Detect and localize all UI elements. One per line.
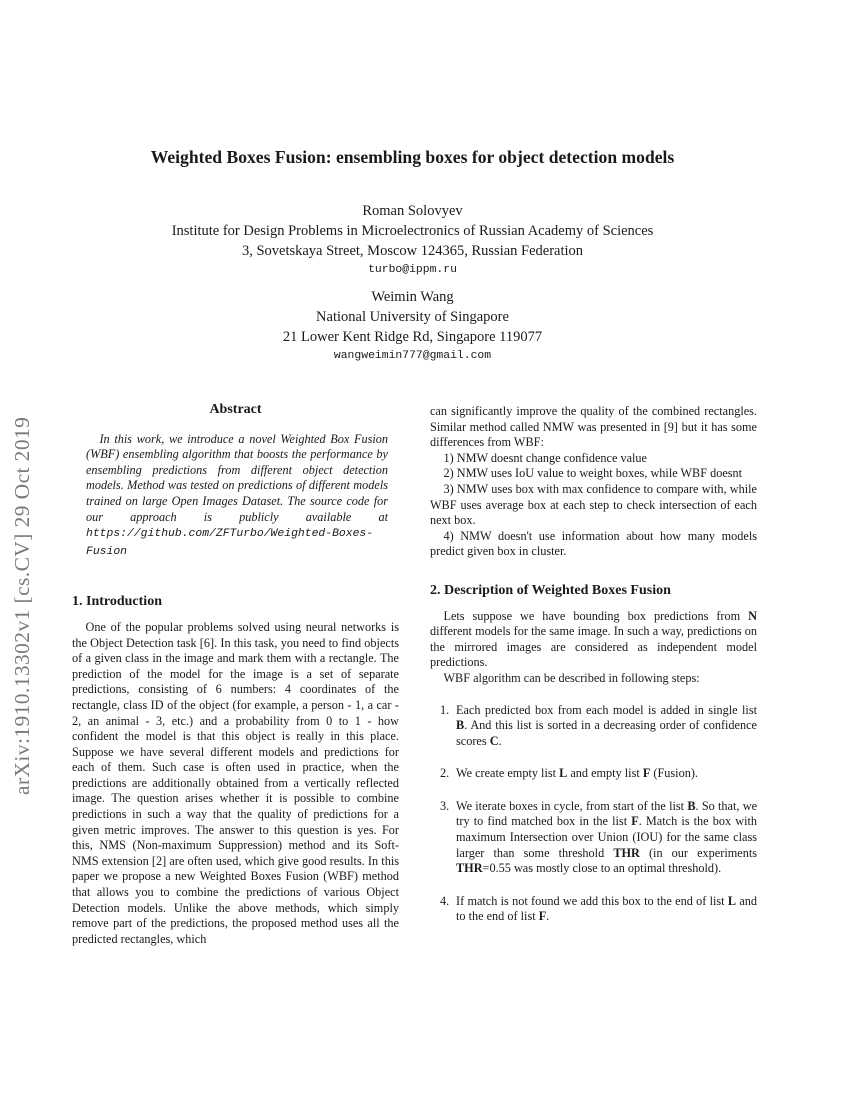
source-code-link[interactable]: https://github.com/ZFTurbo/Weighted-Boxes-Fusion: [86, 528, 374, 558]
wbf-step-3: 3. We iterate boxes in cycle, from start of the list B. So that, we try to find matched box in the list F. Match is the box with maximum Intersection over Union (IOU) for the same class larger than some threshold THR (in our experiments THR=0.55 was mostly close to an optimal threshold).: [440, 798, 758, 876]
section-2-heading: 2. Description of Weighted Boxes Fusion: [430, 582, 671, 598]
wbf-step-4: 4. If match is not found we add this box to the end of list L and to the end of list F.: [440, 893, 758, 924]
right-column: [430, 404, 757, 942]
paper-title: Weighted Boxes Fusion: ensembling boxes for object detection models: [150, 147, 675, 167]
abstract-body: In this work, we introduce a novel Weighted Box Fusion (WBF) ensembling algorithm that boosts the performance by ensembling predictions from different object detection models. Method was tested on predictions of different models trained on large Open Images Dataset. The source code for our approach is publicly available at: [86, 431, 388, 524]
abstract-heading: Abstract: [209, 402, 262, 417]
author-affiliation: National University of Singapore: [316, 309, 509, 325]
author-email[interactable]: wangweimin777@gmail.com: [333, 350, 492, 362]
author-address: 21 Lower Kent Ridge Rd, Singapore 119077: [282, 329, 543, 345]
nmw-point-2: 2) NMW uses IoU value to weight boxes, while WBF doesnt: [443, 466, 743, 481]
section-1-heading: 1. Introduction: [72, 594, 162, 610]
author-email[interactable]: turbo@ippm.ru: [368, 264, 457, 276]
author-2: [60, 287, 765, 365]
intro-continuation: can significantly improve the quality of the combined rectangles. Similar method called NMW was presented in [9] but it has some differences from WBF:: [430, 404, 757, 450]
wbf-step-2: 2. We create empty list L and empty list F (Fusion).: [440, 766, 698, 781]
nmw-point-1: 1) NMW doesnt change confidence value: [443, 450, 647, 465]
abstract-text: [72, 432, 399, 561]
author-affiliation: Institute for Design Problems in Microelectronics of Russian Academy of Sciences: [171, 223, 654, 239]
wbf-step-1: 1. Each predicted box from each model is added in single list B. And this list is sorted in a decreasing order of confidence scores C.: [440, 702, 757, 748]
section-2-steps-intro: WBF algorithm can be described in following steps:: [443, 670, 700, 685]
author-1: [60, 201, 765, 279]
author-address: 3, Sovetskaya Street, Moscow 124365, Russian Federation: [241, 243, 584, 259]
left-column: [72, 398, 399, 947]
arxiv-stamp: arXiv:1910.13302v1 [cs.CV] 29 Oct 2019: [10, 416, 34, 795]
symbol-N: N: [748, 608, 758, 623]
nmw-point-4: 4) NMW doesn't use information about how many models predict given box in cluster.: [430, 528, 757, 559]
section-2-paragraph: Lets suppose we have bounding box predictions from N different models for the same image. In such a way, predictions on the mirrored images are considered as independent model predictions.: [430, 608, 758, 670]
intro-paragraph: One of the popular problems solved using neural networks is the Object Detection task [6]. In this task, you need to find objects of a given class in the image and mark them with a rectangle. The prediction of the model for the image is a set of separate predictions, consisting of 6 numbers: 4 coordinates of the rectangle, class ID of the object (for example, a person - 1, a car - 2, an animal - 3, etc.) and a probability from 0 to 1 - how confident the model is that this object is really in this place. Suppose we have several different models and predictions for each of them. Such case is often used in practice, when the predictions are additionally obtained from a vertically reflected image. The question arises whether it is possible to combine predictions in such a way that the quality of predictions for a given metric improves. The answer to this question is yes. For this, NMS (Non-maximum Suppression) method and its Soft-NMS extension [2] are often used, which give good results. In this paper we propose a new Weighted Boxes Fusion (WBF) method that allows you to combine the predictions of various Object Detection models. Unlike the above methods, which simply remove part of the predictions, the proposed method uses all the predicted rectangles, which: [72, 619, 399, 946]
nmw-point-3: 3) NMW uses box with max confidence to compare with, while WBF uses average box at each step to check intersection of each next box.: [430, 481, 757, 528]
author-name: Roman Solovyev: [362, 203, 463, 219]
wbf-steps-list: [430, 703, 757, 926]
author-name: Weimin Wang: [371, 289, 454, 305]
